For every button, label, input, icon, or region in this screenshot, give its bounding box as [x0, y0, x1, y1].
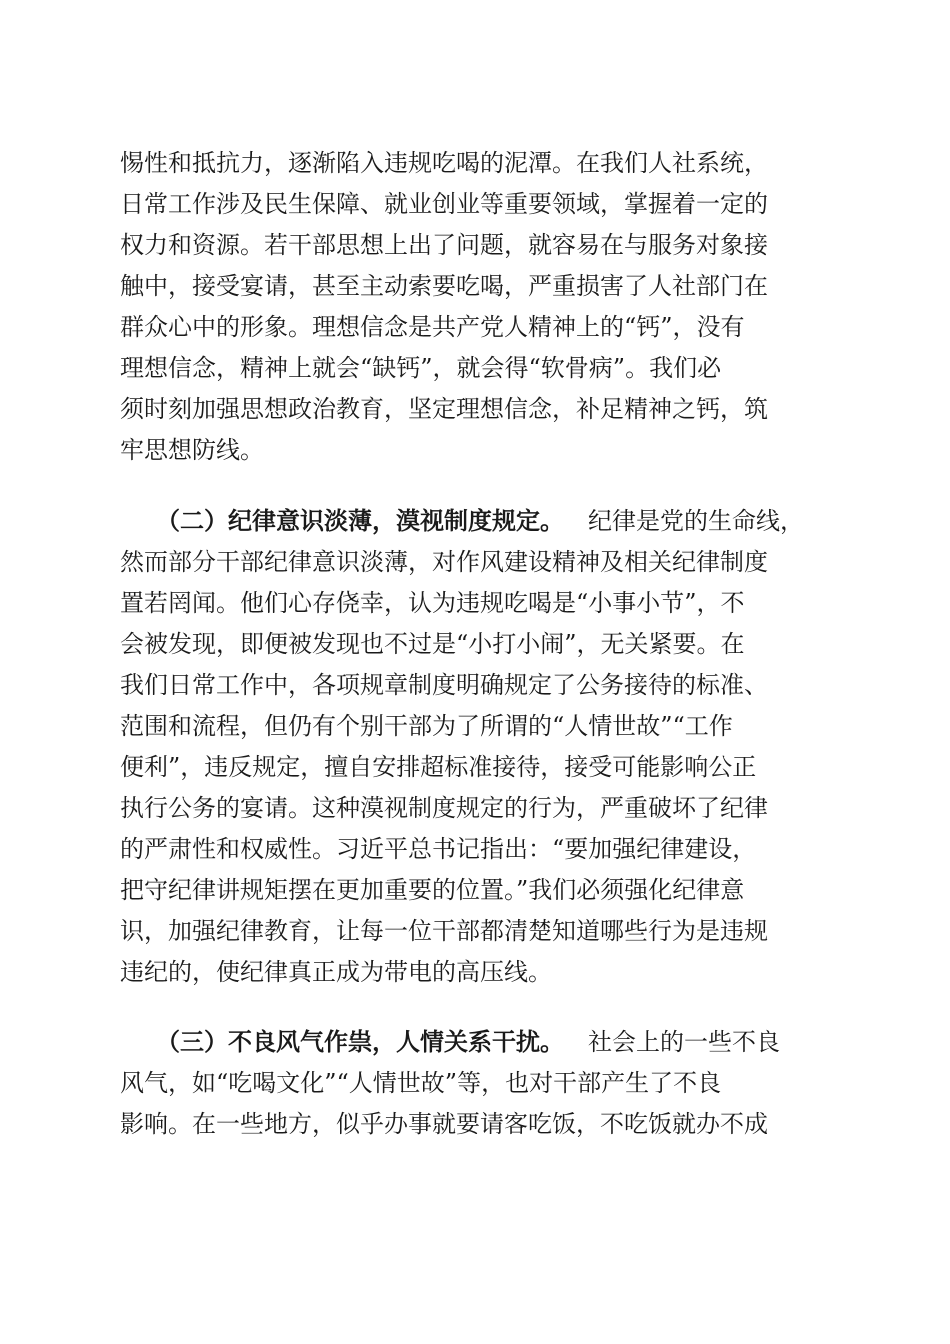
text-line — [0, 706, 950, 746]
text-line — [0, 583, 950, 623]
text-line — [0, 747, 950, 787]
text-line — [0, 225, 950, 265]
text-line — [0, 542, 950, 582]
text-line — [0, 911, 950, 951]
section-heading: （三）不良风气作祟，人情关系干扰。 — [156, 1027, 564, 1056]
text-line — [0, 870, 950, 910]
text-line — [0, 266, 950, 306]
text-segment: 便利”，违反规定，擅自安排超标准接待，接受可能影响公正 — [120, 753, 757, 781]
text-segment: 权力和资源。若干部思想上出了问题，就容易在与服务对象接 — [120, 231, 768, 259]
text-segment: 置若罔闻。他们心存侥幸，认为违规吃喝是“小事小节”，不 — [120, 589, 745, 617]
text-line — [0, 829, 950, 869]
text-segment: 执行公务的宴请。这种漠视制度规定的行为，严重破坏了纪律 — [120, 794, 768, 822]
text-line — [0, 788, 950, 828]
text-segment: 须时刻加强思想政治教育，坚定理想信念，补足精神之钙，筑 — [120, 395, 768, 423]
text-line — [0, 501, 950, 541]
text-line — [0, 665, 950, 705]
text-line — [0, 1022, 950, 1062]
text-segment: 风气，如“吃喝文化”“人情世故”等，也对干部产生了不良 — [120, 1069, 722, 1097]
text-segment: 牢思想防线。 — [120, 436, 264, 464]
text-line — [0, 952, 950, 992]
text-line — [0, 624, 950, 664]
text-segment: 纪律是党的生命线， — [588, 507, 804, 535]
text-segment: 日常工作涉及民生保障、就业创业等重要领域，掌握着一定的 — [120, 190, 768, 218]
text-segment: 理想信念，精神上就会“缺钙”，就会得“软骨病”。我们必 — [120, 354, 722, 382]
text-segment: 违纪的，使纪律真正成为带电的高压线。 — [120, 958, 552, 986]
text-line — [0, 430, 950, 470]
text-segment: 把守纪律讲规矩摆在更加重要的位置。”我们必须强化纪律意 — [120, 876, 745, 904]
text-segment: 触中，接受宴请，甚至主动索要吃喝，严重损害了人社部门在 — [120, 272, 768, 300]
text-line — [0, 307, 950, 347]
text-segment: 影响。在一些地方，似乎办事就要请客吃饭，不吃饭就办不成 — [120, 1110, 768, 1138]
text-line — [0, 184, 950, 224]
text-segment: 会被发现，即便被发现也不过是“小打小闹”，无关紧要。在 — [120, 630, 745, 658]
text-segment: 然而部分干部纪律意识淡薄，对作风建设精神及相关纪律制度 — [120, 548, 768, 576]
text-segment: 惕性和抵抗力，逐渐陷入违规吃喝的泥潭。在我们人社系统， — [120, 149, 768, 177]
text-segment: 我们日常工作中，各项规章制度明确规定了公务接待的标准、 — [120, 671, 768, 699]
text-segment: 社会上的一些不良 — [588, 1028, 780, 1056]
text-line — [0, 143, 950, 183]
text-segment: 的严肃性和权威性。习近平总书记指出：“要加强纪律建设， — [120, 835, 757, 863]
text-line — [0, 1063, 950, 1103]
text-segment: 范围和流程，但仍有个别干部为了所谓的“人情世故”“工作 — [120, 712, 733, 740]
text-line — [0, 1104, 950, 1144]
text-segment: 识，加强纪律教育，让每一位干部都清楚知道哪些行为是违规 — [120, 917, 768, 945]
text-line — [0, 389, 950, 429]
text-segment: 群众心中的形象。理想信念是共产党人精神上的“钙”，没有 — [120, 313, 745, 341]
text-line — [0, 348, 950, 388]
section-heading: （二）纪律意识淡薄，漠视制度规定。 — [156, 506, 564, 535]
